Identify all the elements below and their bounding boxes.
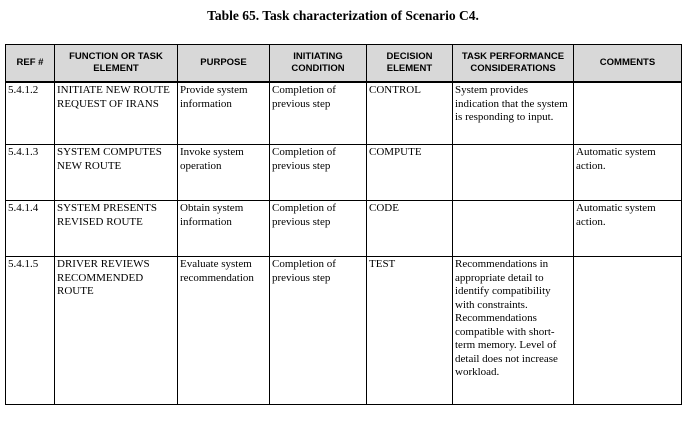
- decision-cell: CODE: [367, 201, 453, 257]
- function-cell: DRIVER REVIEWS RECOMMENDED ROUTE: [55, 257, 178, 405]
- task-characterization-table: [5, 44, 682, 405]
- purpose-cell: Invoke system operation: [178, 145, 270, 201]
- function-cell: SYSTEM COMPUTES NEW ROUTE: [55, 145, 178, 201]
- initiating-cell: Completion of previous step: [270, 201, 367, 257]
- initiating-cell: Completion of previous step: [270, 145, 367, 201]
- considerations-cell: System provides indication that the system is responding to input.: [453, 82, 574, 145]
- ref-cell: 5.4.1.4: [6, 201, 55, 257]
- considerations-cell: Recommendations in appropriate detail to identify compatibility with constraints. Recommendations compatible with short-term memory. Level of detail does not increase workload.: [453, 257, 574, 405]
- decision-cell: CONTROL: [367, 82, 453, 145]
- header-function: FUNCTION OR TASK ELEMENT: [55, 45, 178, 83]
- function-cell: INITIATE NEW ROUTE REQUEST OF IRANS: [55, 82, 178, 145]
- considerations-cell: [453, 145, 574, 201]
- header-comments: COMMENTS: [574, 45, 682, 83]
- header-task-performance: TASK PERFORMANCE CONSIDERATIONS: [453, 45, 574, 83]
- table-row: [6, 201, 682, 257]
- header-ref: REF #: [6, 45, 55, 83]
- table-row: [6, 257, 682, 405]
- table-row: [6, 82, 682, 145]
- function-cell: SYSTEM PRESENTS REVISED ROUTE: [55, 201, 178, 257]
- header-initiating-condition: INITIATING CONDITION: [270, 45, 367, 83]
- initiating-cell: Completion of previous step: [270, 257, 367, 405]
- comments-cell: Automatic system action.: [574, 145, 682, 201]
- considerations-cell: [453, 201, 574, 257]
- purpose-cell: Evaluate system recommendation: [178, 257, 270, 405]
- ref-cell: 5.4.1.5: [6, 257, 55, 405]
- ref-cell: 5.4.1.3: [6, 145, 55, 201]
- decision-cell: COMPUTE: [367, 145, 453, 201]
- purpose-cell: Provide system information: [178, 82, 270, 145]
- initiating-cell: Completion of previous step: [270, 82, 367, 145]
- comments-cell: Automatic system action.: [574, 201, 682, 257]
- decision-cell: TEST: [367, 257, 453, 405]
- header-purpose: PURPOSE: [178, 45, 270, 83]
- comments-cell: [574, 257, 682, 405]
- table-title: Table 65. Task characterization of Scenario C4.: [207, 8, 479, 23]
- purpose-cell: Obtain system information: [178, 201, 270, 257]
- table-row: [6, 145, 682, 201]
- ref-cell: 5.4.1.2: [6, 82, 55, 145]
- header-row: [6, 45, 682, 83]
- header-decision-element: DECISION ELEMENT: [367, 45, 453, 83]
- comments-cell: [574, 82, 682, 145]
